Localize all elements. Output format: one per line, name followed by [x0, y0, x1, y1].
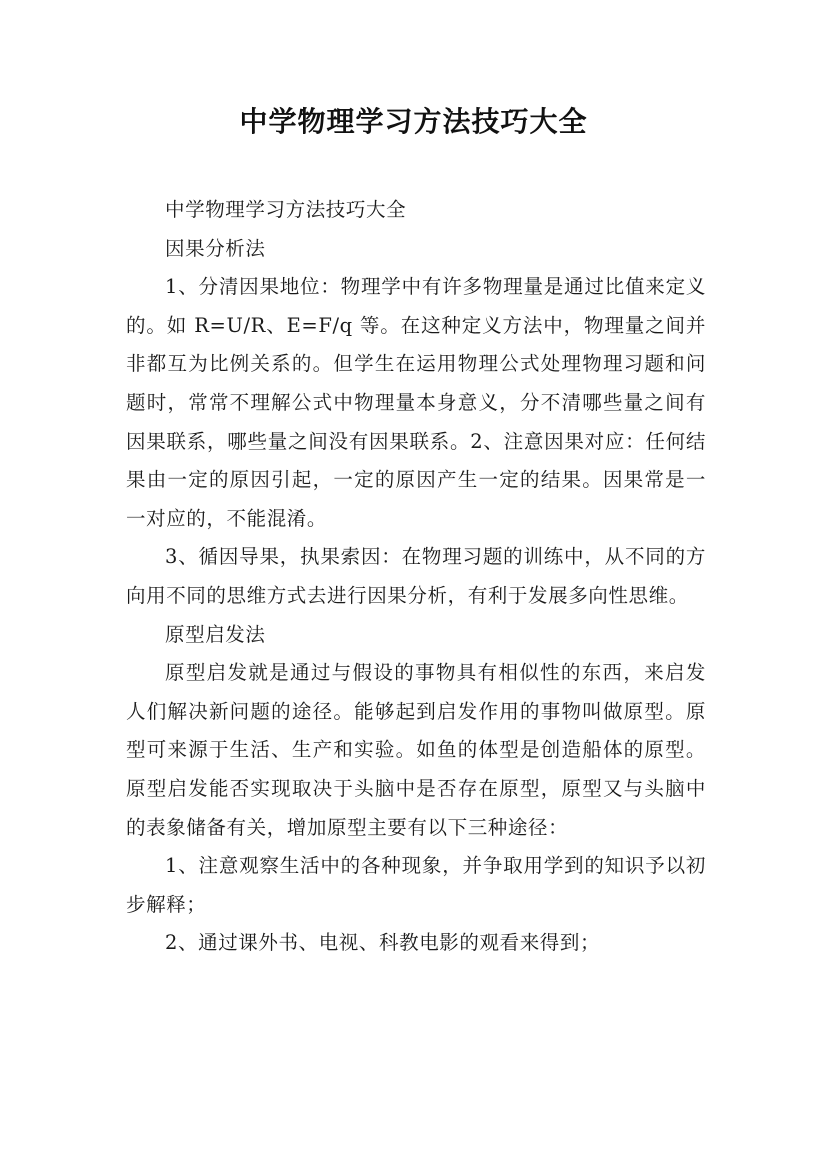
- paragraph-subtitle: 中学物理学习方法技巧大全: [165, 198, 407, 221]
- paragraph: 1、注意观察生活中的各种现象，并争取用学到的知识予以初步解释；: [126, 854, 706, 916]
- paragraph: 原型启发就是通过与假设的事物具有相似性的东西，来启发人们解决新问题的途径。能够起到启发作用的事物叫做原型。原型可来源于生活、生产和实验。如鱼的体型是创造船体的原型。原型启发能否实现取决于头脑中是否存在原型，原型又与头脑中的表象储备有关，增加原型主要有以下三种途径：: [126, 661, 706, 839]
- document-title: 中学物理学习方法技巧大全: [239, 105, 588, 138]
- paragraph-section-heading: 原型启发法: [165, 622, 266, 646]
- paragraph: 1、分清因果地位：物理学中有许多物理量是通过比值来定义的。如 R=U/R、E=F/q 等。在这种定义方法中，物理量之间并非都互为比例关系的。但学生在运用物理公式处理物理习题和问题时，常常不理解公式中物理量本身意义，分不清哪些量之间有因果联系，哪些量之间没有因果联系。2、注意因果对应：任何结果由一定的原因引起，一定的原因产生一定的结果。因果常是一一对应的，不能混淆。: [126, 275, 706, 530]
- document-body: [126, 191, 706, 963]
- paragraph-section-heading: 因果分析法: [165, 236, 266, 260]
- paragraph: 3、循因导果，执果索因：在物理习题的训练中，从不同的方向用不同的思维方式去进行因果分析，有利于发展多向性思维。: [126, 545, 706, 607]
- paragraph: 2、通过课外书、电视、科教电影的观看来得到；: [165, 931, 601, 955]
